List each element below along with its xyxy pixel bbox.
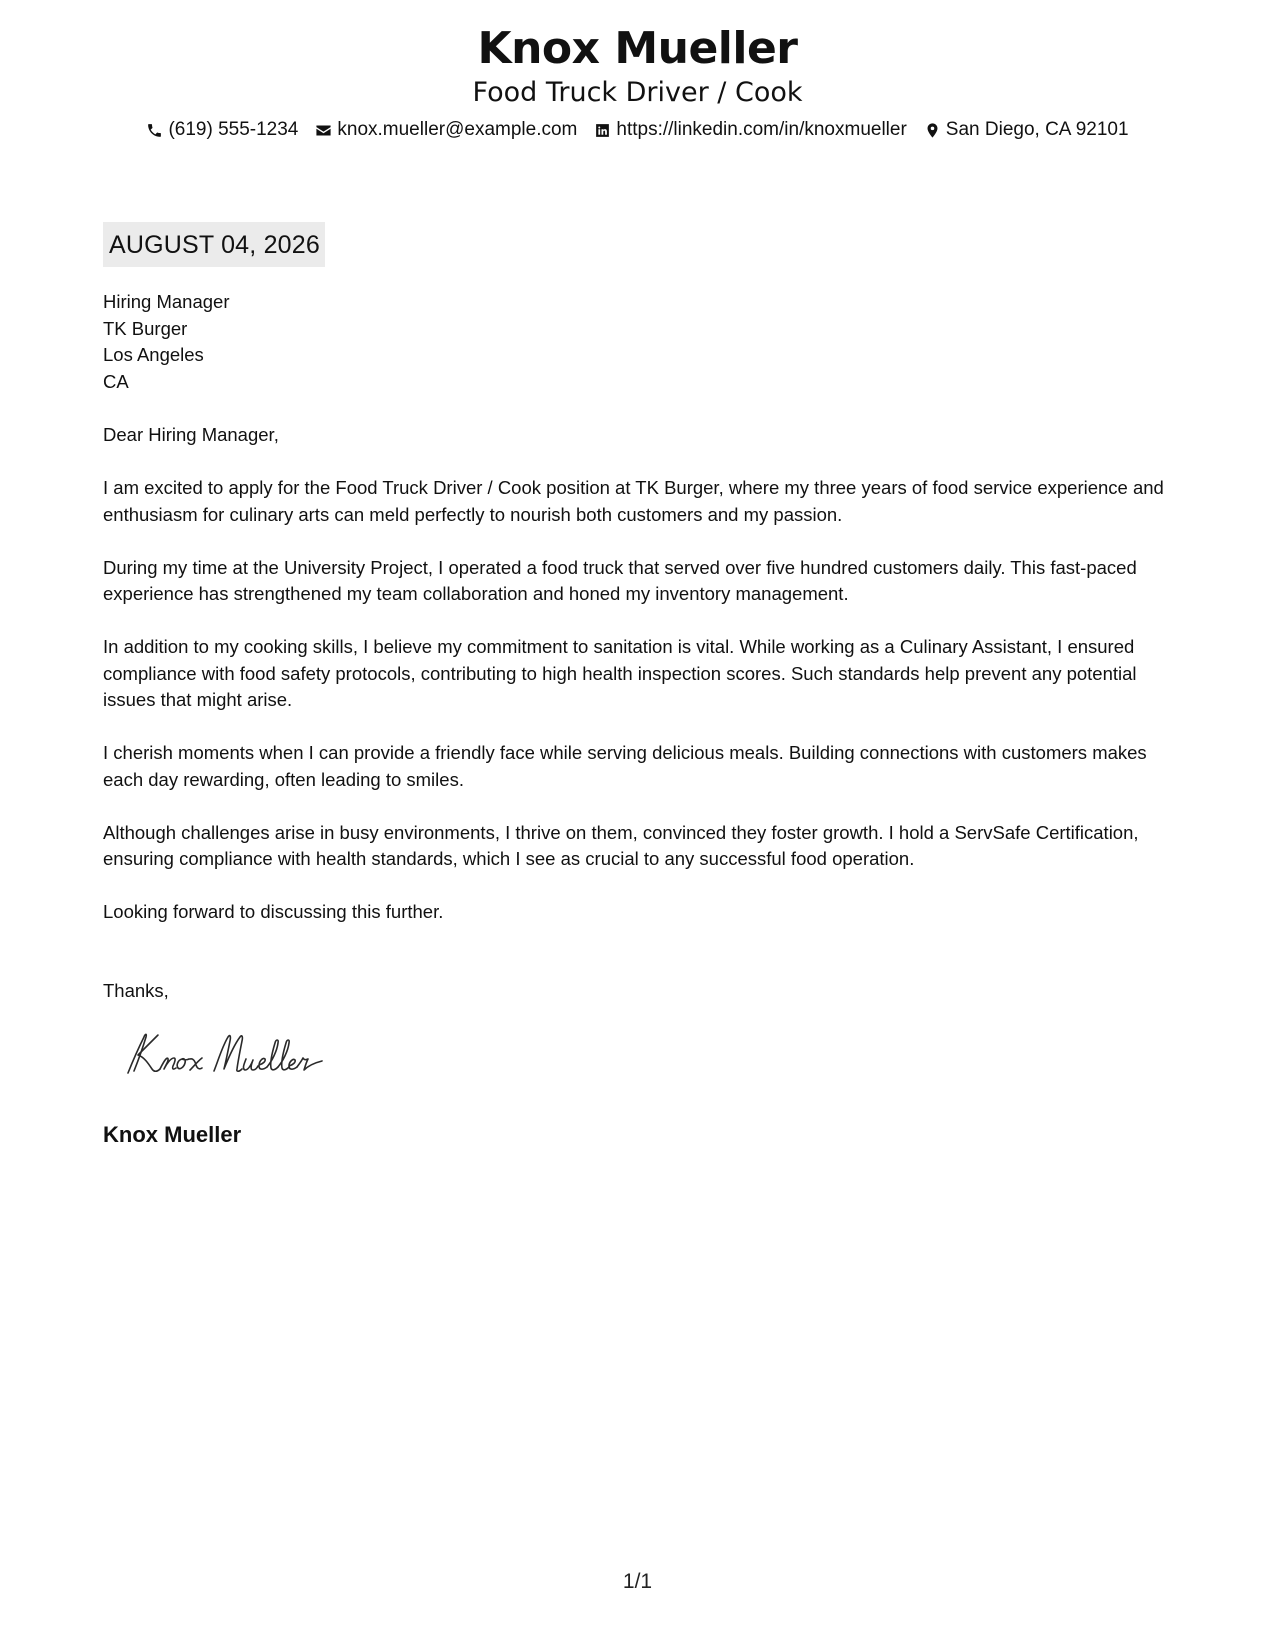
- body-paragraph: I cherish moments when I can provide a friendly face while serving delicious meals. Building connections with customers makes each day rewarding, often leading to smiles.: [103, 742, 1147, 790]
- body-paragraph: I am excited to apply for the Food Truck Driver / Cook position at TK Burger, where my three years of food service experience and enthusiasm for culinary arts can meld perfectly to nourish both customers and my passion.: [103, 477, 1164, 525]
- envelope-icon: [315, 122, 332, 139]
- body-paragraph: In addition to my cooking skills, I believe my commitment to sanitation is vital. While working as a Culinary Assistant, I ensured compliance with food safety protocols, contributing to high health inspection scores. Such standards help prevent any potential issues that might arise.: [103, 636, 1137, 710]
- recipient-line: Los Angeles: [103, 344, 204, 365]
- salutation: Dear Hiring Manager,: [103, 424, 279, 445]
- recipient-line: CA: [103, 370, 129, 392]
- body-paragraph: Looking forward to discussing this further.: [103, 901, 444, 922]
- job-title: Food Truck Driver / Cook: [472, 77, 803, 108]
- body-paragraph: Although challenges arise in busy environments, I thrive on them, convinced they foster growth. I hold a ServSafe Certification, ensuring compliance with health standards, which I see as crucial to any successful food operation.: [103, 821, 1139, 869]
- linkedin-text[interactable]: https://linkedin.com/in/knoxmueller: [616, 119, 907, 140]
- contact-location: [924, 118, 1129, 142]
- letter-header: [0, 22, 1275, 142]
- applicant-name: Knox Mueller: [477, 23, 798, 74]
- contact-phone: [146, 118, 298, 142]
- recipient-line: Hiring Manager: [103, 291, 230, 312]
- handwritten-signature: [118, 1025, 358, 1085]
- phone-text: (619) 555-1234: [168, 119, 299, 140]
- body-paragraph: During my time at the University Project, I operated a food truck that served over five hundred customers daily. This fast-paced experience has strengthened my team collaboration and honed my inventory management.: [103, 556, 1137, 604]
- letter-date: AUGUST 04, 2026: [103, 222, 325, 267]
- signer-name: Knox Mueller: [103, 1122, 242, 1147]
- recipient-address: [103, 289, 229, 395]
- phone-icon: [146, 122, 163, 139]
- email-text[interactable]: knox.mueller@example.com: [337, 119, 578, 140]
- contact-email: [315, 118, 577, 142]
- page-number: 1/1: [622, 1570, 653, 1593]
- closing: Thanks,: [103, 980, 169, 1001]
- map-marker-icon: [924, 122, 941, 139]
- linkedin-icon: [594, 122, 611, 139]
- recipient-line: TK Burger: [103, 317, 188, 339]
- location-text: San Diego, CA 92101: [945, 119, 1129, 140]
- contact-linkedin: [594, 118, 906, 142]
- letter-body: [103, 422, 1178, 952]
- contact-bar: [0, 118, 1275, 142]
